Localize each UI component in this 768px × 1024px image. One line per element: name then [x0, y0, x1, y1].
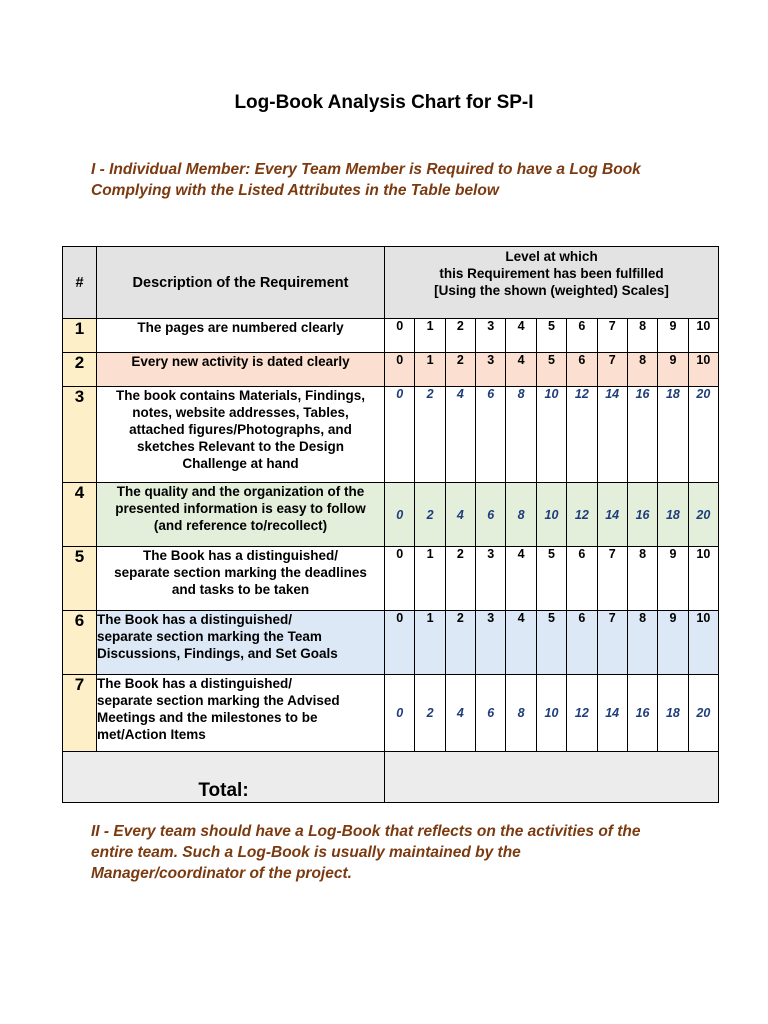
score-option[interactable]: 16: [627, 387, 657, 483]
score-option[interactable]: 18: [658, 675, 688, 752]
score-option[interactable]: 2: [415, 483, 445, 547]
score-option[interactable]: 2: [445, 611, 475, 675]
score-option[interactable]: 3: [476, 319, 506, 353]
score-option[interactable]: 10: [688, 611, 719, 675]
description-line: Every new activity is dated clearly: [131, 354, 350, 369]
score-option[interactable]: 4: [506, 353, 536, 387]
score-option[interactable]: 6: [476, 387, 506, 483]
description-line: Discussions, Findings, and Set Goals: [97, 646, 338, 661]
row-description: [97, 547, 385, 611]
score-option[interactable]: 18: [658, 483, 688, 547]
score-option[interactable]: 16: [627, 675, 657, 752]
score-option[interactable]: 20: [688, 387, 719, 483]
description-line: The Book has a distinguished/: [97, 612, 293, 627]
score-option[interactable]: 14: [597, 387, 627, 483]
score-option[interactable]: 10: [688, 353, 719, 387]
table-row: [63, 547, 719, 611]
score-option[interactable]: 6: [476, 483, 506, 547]
row-description: [97, 319, 385, 353]
score-option[interactable]: 8: [627, 611, 657, 675]
row-description: [97, 353, 385, 387]
score-option[interactable]: 20: [688, 483, 719, 547]
score-option[interactable]: 9: [658, 319, 688, 353]
score-option[interactable]: 4: [445, 675, 475, 752]
score-option[interactable]: 4: [506, 319, 536, 353]
score-option[interactable]: 7: [597, 611, 627, 675]
score-option[interactable]: 20: [688, 675, 719, 752]
score-option[interactable]: 7: [597, 547, 627, 611]
row-number: 6: [63, 611, 97, 675]
score-option[interactable]: 16: [627, 483, 657, 547]
score-option[interactable]: 12: [567, 675, 597, 752]
description-line: separate section marking the Team: [97, 629, 322, 644]
description-line: The pages are numbered clearly: [137, 320, 344, 335]
score-option[interactable]: 9: [658, 353, 688, 387]
table-row: [63, 611, 719, 675]
description-line: attached figures/Photographs, and: [129, 422, 352, 437]
score-option[interactable]: 10: [536, 675, 566, 752]
score-option[interactable]: 0: [385, 483, 415, 547]
outro-line: II - Every team should have a Log-Book that reflects on the activities of the: [91, 823, 641, 840]
description-line: Meetings and the milestones to be: [97, 710, 318, 725]
score-option[interactable]: 0: [385, 611, 415, 675]
page-title: Log-Book Analysis Chart for SP-I: [234, 92, 534, 113]
row-description: [97, 611, 385, 675]
score-option[interactable]: 8: [627, 547, 657, 611]
score-option[interactable]: 1: [415, 547, 445, 611]
score-option[interactable]: 5: [536, 353, 566, 387]
score-option[interactable]: 8: [627, 319, 657, 353]
score-option[interactable]: 4: [445, 387, 475, 483]
score-option[interactable]: 5: [536, 319, 566, 353]
score-option[interactable]: 8: [627, 353, 657, 387]
row-description: [97, 675, 385, 752]
score-option[interactable]: 6: [567, 547, 597, 611]
outro-line: Manager/coordinator of the project.: [91, 865, 352, 882]
score-option[interactable]: 10: [536, 483, 566, 547]
score-option[interactable]: 10: [688, 547, 719, 611]
description-line: notes, website addresses, Tables,: [132, 405, 349, 420]
description-line: separate section marking the Advised: [97, 693, 340, 708]
row-number: 4: [63, 483, 97, 547]
table-row: [63, 675, 719, 752]
score-option[interactable]: 10: [536, 387, 566, 483]
row-number: 7: [63, 675, 97, 752]
score-option[interactable]: 6: [567, 611, 597, 675]
table-row: [63, 483, 719, 547]
description-line: met/Action Items: [97, 727, 206, 742]
score-option[interactable]: 0: [385, 319, 415, 353]
description-line: The Book has a distinguished/: [142, 548, 339, 563]
score-option[interactable]: 3: [476, 353, 506, 387]
row-number: 5: [63, 547, 97, 611]
intro-line: I - Individual Member: Every Team Member is Required to have a Log Book: [91, 161, 641, 178]
score-option[interactable]: 8: [506, 483, 536, 547]
total-row: [63, 752, 719, 803]
score-option[interactable]: 14: [597, 483, 627, 547]
row-number: 3: [63, 387, 97, 483]
score-option[interactable]: 5: [536, 547, 566, 611]
row-number: 2: [63, 353, 97, 387]
score-option[interactable]: 7: [597, 319, 627, 353]
table-row: [63, 353, 719, 387]
description-line: The quality and the organization of the: [116, 484, 365, 499]
score-option[interactable]: 1: [415, 319, 445, 353]
requirements-table: [62, 246, 719, 803]
score-option[interactable]: 3: [476, 547, 506, 611]
score-option[interactable]: 14: [597, 675, 627, 752]
score-option[interactable]: 18: [658, 387, 688, 483]
score-option[interactable]: 4: [506, 547, 536, 611]
header-level: [385, 247, 719, 319]
description-line: sketches Relevant to the Design: [136, 439, 345, 454]
score-option[interactable]: 5: [536, 611, 566, 675]
score-option[interactable]: 2: [445, 319, 475, 353]
row-description: [97, 387, 385, 483]
header-num: #: [63, 247, 97, 319]
score-option[interactable]: 6: [567, 353, 597, 387]
header-level-line: [Using the shown (weighted) Scales]: [434, 283, 669, 298]
row-description: [97, 483, 385, 547]
score-option[interactable]: 2: [415, 387, 445, 483]
score-option[interactable]: 4: [445, 483, 475, 547]
score-option[interactable]: 9: [658, 547, 688, 611]
description-line: The Book has a distinguished/: [97, 676, 293, 691]
score-option[interactable]: 0: [385, 547, 415, 611]
intro-text: [91, 159, 711, 201]
score-option[interactable]: 10: [688, 319, 719, 353]
description-line: Challenge at hand: [182, 456, 299, 471]
description-line: (and reference to/recollect): [153, 518, 328, 533]
score-option[interactable]: 6: [476, 675, 506, 752]
score-option[interactable]: 2: [445, 353, 475, 387]
score-option[interactable]: 2: [415, 675, 445, 752]
score-option[interactable]: 0: [385, 353, 415, 387]
score-option[interactable]: 8: [506, 675, 536, 752]
score-option[interactable]: 4: [506, 611, 536, 675]
score-option[interactable]: 7: [597, 353, 627, 387]
table-row: [63, 319, 719, 353]
total-value-cell[interactable]: [385, 752, 719, 803]
score-option[interactable]: 9: [658, 611, 688, 675]
intro-line: Complying with the Listed Attributes in the Table below: [91, 182, 499, 199]
header-level-line: Level at which: [505, 249, 598, 264]
description-line: and tasks to be taken: [171, 582, 310, 597]
description-line: presented information is easy to follow: [115, 501, 366, 516]
total-label: Total:: [63, 752, 385, 803]
score-option[interactable]: 12: [567, 387, 597, 483]
score-option[interactable]: 6: [567, 319, 597, 353]
table-header-row: [63, 247, 719, 319]
description-line: separate section marking the deadlines: [114, 565, 367, 580]
score-option[interactable]: 3: [476, 611, 506, 675]
score-option[interactable]: 1: [415, 353, 445, 387]
outro-text: [91, 821, 711, 884]
table-row: [63, 387, 719, 483]
score-option[interactable]: 2: [445, 547, 475, 611]
score-option[interactable]: 0: [385, 387, 415, 483]
score-option[interactable]: 8: [506, 387, 536, 483]
outro-line: entire team. Such a Log-Book is usually maintained by the: [91, 844, 521, 861]
score-option[interactable]: 1: [415, 611, 445, 675]
header-level-line: this Requirement has been fulfilled: [439, 266, 664, 281]
row-number: 1: [63, 319, 97, 353]
score-option[interactable]: 0: [385, 675, 415, 752]
description-line: The book contains Materials, Findings,: [115, 388, 366, 403]
header-description: Description of the Requirement: [97, 247, 385, 319]
score-option[interactable]: 12: [567, 483, 597, 547]
